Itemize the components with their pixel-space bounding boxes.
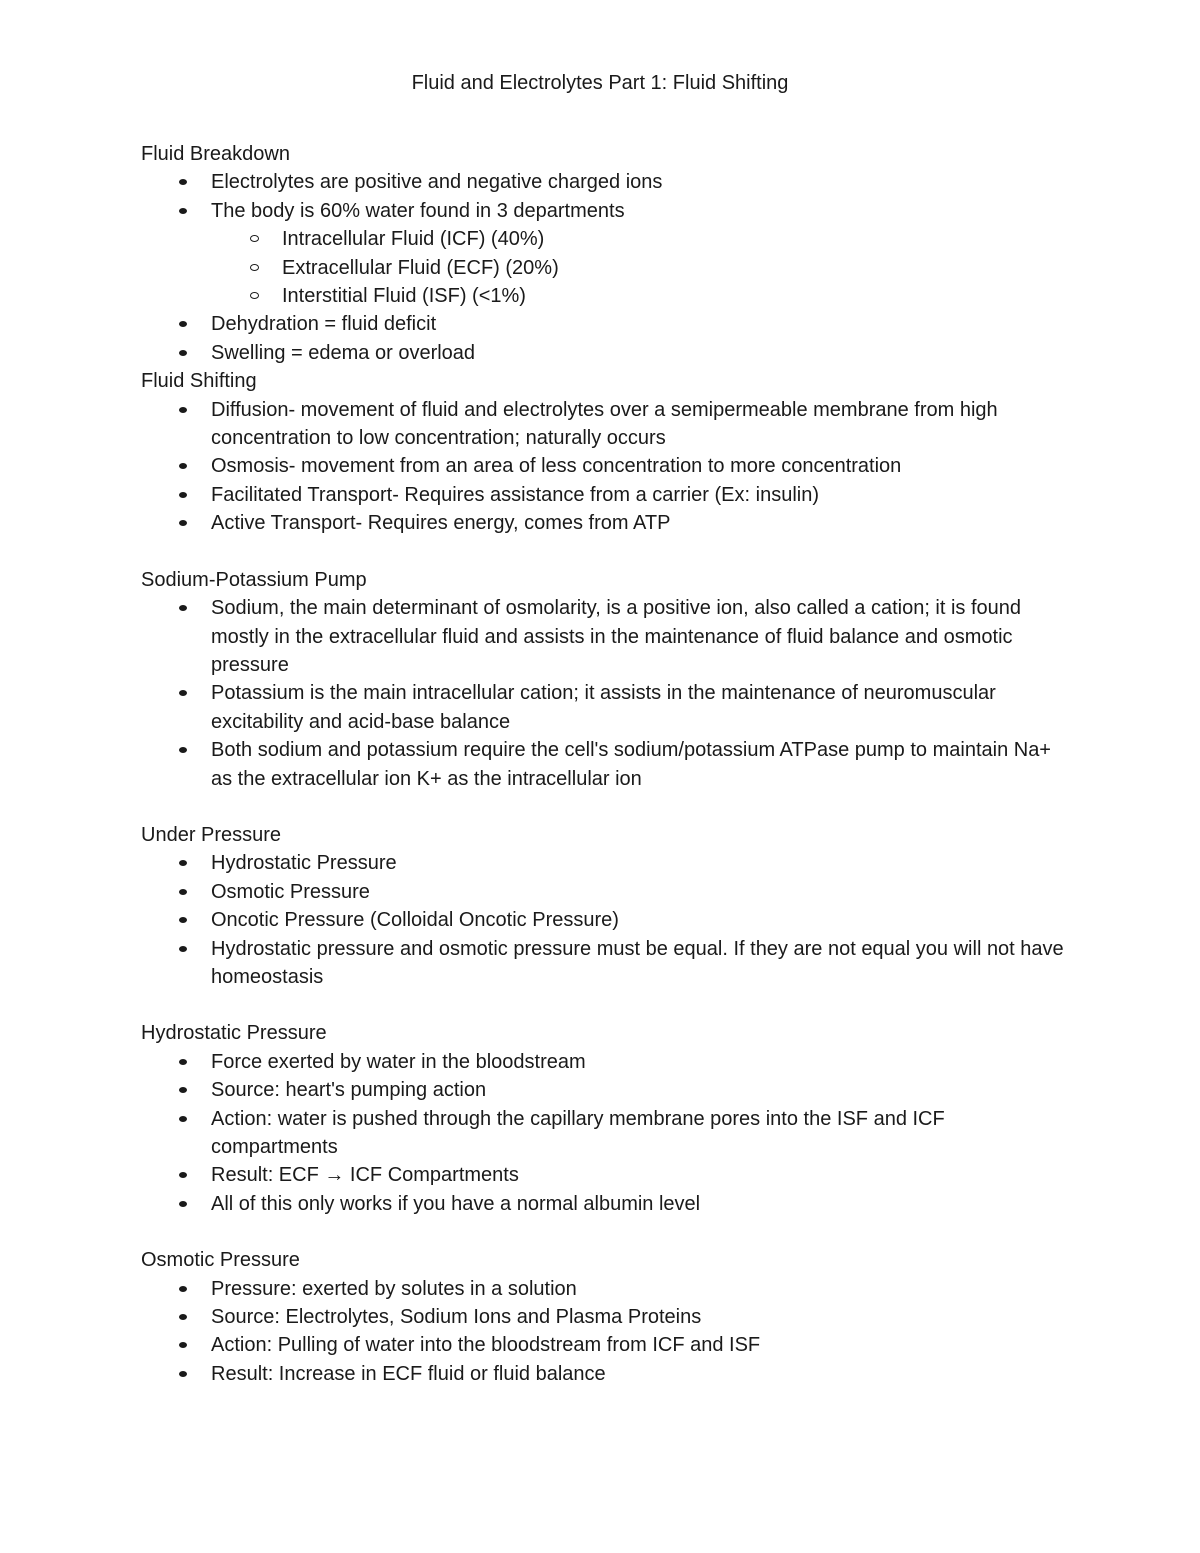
sub-list-item-text: Interstitial Fluid (ISF) (<1%) — [282, 285, 526, 308]
list-item — [141, 849, 1071, 877]
bullet-icon — [179, 1314, 187, 1320]
list-item — [141, 452, 1071, 480]
section-fluid-breakdown — [141, 140, 1081, 367]
list-item — [141, 168, 1071, 196]
section-heading: Under Pressure — [141, 823, 282, 846]
bullet-icon — [179, 946, 187, 952]
sub-list-item — [141, 254, 1071, 282]
bullet-icon — [179, 1059, 187, 1065]
list-item — [141, 396, 1071, 453]
section-hydrostatic-pressure — [141, 1019, 1081, 1218]
section-heading: Fluid Shifting — [141, 370, 257, 393]
bullet-icon — [179, 1342, 187, 1348]
sub-bullet-list — [211, 225, 1071, 310]
list-item-text: Swelling = edema or overload — [211, 341, 476, 364]
list-item-text: Sodium, the main determinant of osmolarity, is a positive ion, also called a cation; it is found mostly in the extracellular fluid and assists in the maintenance of fluid balance and osmotic pressure — [211, 597, 1022, 676]
bullet-icon — [179, 1286, 187, 1292]
list-item-text: Source: Electrolytes, Sodium Ions and Plasma Proteins — [211, 1306, 702, 1329]
list-item-text: Oncotic Pressure (Colloidal Oncotic Pressure) — [211, 909, 619, 932]
list-item-text: Action: water is pushed through the capillary membrane pores into the ISF and ICF compartments — [211, 1107, 945, 1158]
list-item-text: Hydrostatic Pressure — [211, 852, 397, 875]
list-item-text: Electrolytes are positive and negative charged ions — [211, 171, 663, 194]
bullet-icon — [179, 208, 187, 214]
list-item — [141, 1331, 1071, 1359]
bullet-icon — [179, 179, 187, 185]
list-item — [141, 339, 1071, 367]
bullet-list — [141, 396, 1081, 538]
list-item — [141, 1360, 1071, 1388]
list-item-text: Result: Increase in ECF fluid or fluid balance — [211, 1362, 606, 1385]
list-item — [141, 1076, 1071, 1104]
bullet-icon — [179, 1116, 187, 1122]
section-heading: Sodium-Potassium Pump — [141, 568, 367, 591]
bullet-icon — [179, 1172, 187, 1178]
sub-list-item — [141, 282, 1071, 310]
hollow-bullet-icon — [250, 292, 259, 299]
list-item-text: Pressure: exerted by solutes in a solution — [211, 1277, 577, 1300]
list-item-text: Facilitated Transport- Requires assistance from a carrier (Ex: insulin) — [211, 483, 819, 506]
list-item-text: Force exerted by water in the bloodstream — [211, 1050, 586, 1073]
bullet-icon — [179, 321, 187, 327]
list-item-text: Dehydration = fluid deficit — [211, 313, 437, 336]
list-item — [141, 594, 1071, 679]
list-item — [141, 935, 1071, 992]
list-item-text: Osmotic Pressure — [211, 880, 370, 903]
list-item — [141, 1275, 1071, 1303]
list-item-text: All of this only works if you have a normal albumin level — [211, 1192, 701, 1215]
document-page — [141, 68, 1081, 1388]
list-item-text: Action: Pulling of water into the bloodstream from ICF and ISF — [211, 1334, 761, 1357]
bullet-icon — [179, 520, 187, 526]
bullet-list — [141, 168, 1081, 367]
list-item-text: Active Transport- Requires energy, comes from ATP — [211, 512, 671, 535]
bullet-icon — [179, 492, 187, 498]
list-item-text: Osmosis- movement from an area of less concentration to more concentration — [211, 455, 902, 478]
bullet-list — [141, 1048, 1081, 1218]
list-item-text: Result: ECF → ICF Compartments — [211, 1164, 519, 1187]
bullet-list — [141, 849, 1081, 991]
bullet-list — [141, 1275, 1081, 1389]
bullet-icon — [179, 350, 187, 356]
section-fluid-shifting — [141, 367, 1081, 537]
list-item — [141, 1303, 1071, 1331]
bullet-icon — [179, 1087, 187, 1093]
list-item-text: Source: heart's pumping action — [211, 1079, 487, 1102]
section-under-pressure — [141, 821, 1081, 991]
bullet-list — [141, 594, 1081, 793]
list-item — [141, 509, 1071, 537]
list-item — [141, 736, 1071, 793]
bullet-icon — [179, 917, 187, 923]
list-item-text: Both sodium and potassium require the cell's sodium/potassium ATPase pump to maintain Na+ as the extracellular ion K+ as the intracellular ion — [211, 739, 1051, 790]
bullet-icon — [179, 407, 187, 413]
list-item — [141, 197, 1071, 311]
list-item — [141, 1048, 1071, 1076]
section-sodium-potassium-pump — [141, 566, 1081, 793]
hollow-bullet-icon — [250, 235, 259, 242]
bullet-icon — [179, 690, 187, 696]
list-item-text: Diffusion- movement of fluid and electrolytes over a semipermeable membrane from high concentration to low concentration; naturally occurs — [211, 398, 998, 450]
list-item — [141, 1105, 1071, 1162]
section-osmotic-pressure — [141, 1246, 1081, 1388]
section-heading: Osmotic Pressure — [141, 1249, 300, 1272]
sub-list-item-text: Intracellular Fluid (ICF) (40%) — [282, 228, 545, 251]
list-item — [141, 679, 1071, 736]
sub-list-item-text: Extracellular Fluid (ECF) (20%) — [282, 256, 559, 279]
list-item — [141, 906, 1071, 934]
bullet-icon — [179, 889, 187, 895]
list-item-text: The body is 60% water found in 3 departments — [211, 199, 625, 222]
bullet-icon — [179, 747, 187, 753]
bullet-icon — [179, 463, 187, 469]
list-item — [141, 481, 1071, 509]
sub-list-item — [141, 225, 1071, 253]
section-heading: Fluid Breakdown — [141, 143, 290, 165]
list-item-text: Hydrostatic pressure and osmotic pressure must be equal. If they are not equal you will not have homeostasis — [211, 937, 1064, 988]
bullet-icon — [179, 860, 187, 866]
section-heading: Hydrostatic Pressure — [141, 1022, 327, 1045]
list-item — [141, 1161, 1071, 1189]
bullet-icon — [179, 605, 187, 611]
list-item — [141, 310, 1071, 338]
bullet-icon — [179, 1201, 187, 1207]
list-item — [141, 878, 1071, 906]
hollow-bullet-icon — [250, 264, 259, 271]
document-title: Fluid and Electrolytes Part 1: Fluid Shifting — [411, 72, 789, 94]
list-item — [141, 1190, 1071, 1218]
bullet-icon — [179, 1371, 187, 1377]
list-item-text: Potassium is the main intracellular cation; it assists in the maintenance of neuromuscular excitability and acid-base balance — [211, 682, 996, 733]
